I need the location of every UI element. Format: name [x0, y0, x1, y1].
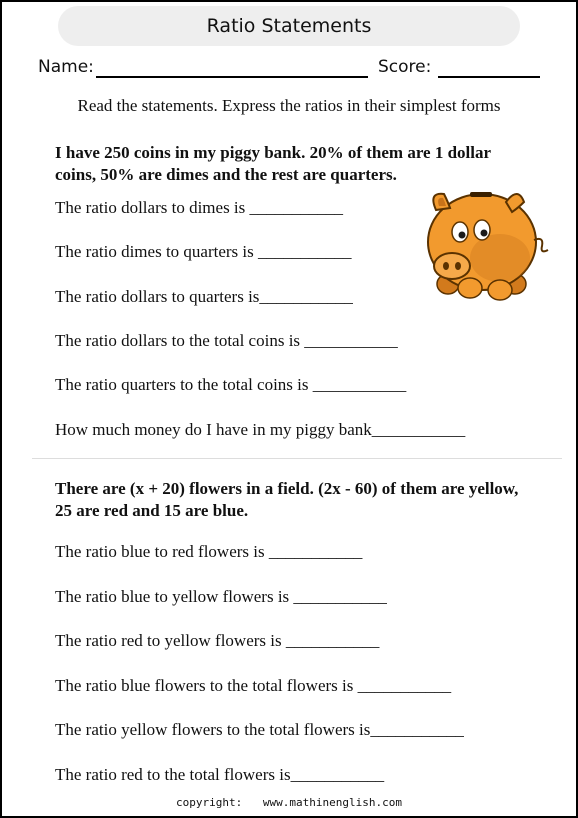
name-score-row — [38, 57, 548, 81]
statement-1-6: How much money do I have in my piggy bank___________ — [55, 420, 466, 439]
problem-2 — [55, 478, 575, 522]
statement-2-2: The ratio blue to yellow flowers is ___________ — [55, 587, 387, 606]
instructions: Read the statements. Express the ratios in their simplest forms — [77, 96, 501, 115]
statement-1-3: The ratio dollars to quarters is___________ — [55, 287, 353, 306]
problem-1-line-1: I have 250 coins in my piggy bank. 20% of them are 1 dollar — [55, 143, 492, 162]
statement-1-2: The ratio dimes to quarters is ___________ — [55, 242, 352, 261]
worksheet-title: Ratio Statements — [206, 15, 372, 37]
problem-2-line-1: There are (x + 20) flowers in a field. (2x - 60) of them are yellow, — [55, 479, 519, 498]
statement-2-4: The ratio blue flowers to the total flowers is ___________ — [55, 676, 452, 695]
copyright-label: copyright: — [176, 796, 243, 809]
site-link[interactable]: www.mathinenglish.com — [262, 796, 402, 809]
statement-1-4: The ratio dollars to the total coins is ___________ — [55, 331, 398, 350]
footer — [0, 796, 578, 809]
statement-1-1: The ratio dollars to dimes is ___________ — [55, 198, 344, 217]
statement-2-5: The ratio yellow flowers to the total flowers is___________ — [55, 720, 464, 739]
score-label: Score: — [378, 57, 432, 77]
name-line[interactable] — [96, 76, 368, 78]
problem-1-line-2: coins, 50% are dimes and the rest are quarters. — [55, 165, 397, 184]
statement-2-6: The ratio red to the total flowers is___________ — [55, 765, 385, 784]
section-divider — [32, 458, 562, 459]
statement-2-3: The ratio red to yellow flowers is ___________ — [55, 631, 380, 650]
piggy-bank-icon — [420, 180, 550, 307]
problem-2-line-2: 25 are red and 15 are blue. — [55, 501, 249, 520]
title-bar — [58, 6, 520, 46]
score-line[interactable] — [438, 76, 540, 78]
statement-2-1: The ratio blue to red flowers is ___________ — [55, 542, 363, 561]
statement-1-5: The ratio quarters to the total coins is ___________ — [55, 375, 407, 394]
name-label: Name: — [38, 57, 94, 77]
